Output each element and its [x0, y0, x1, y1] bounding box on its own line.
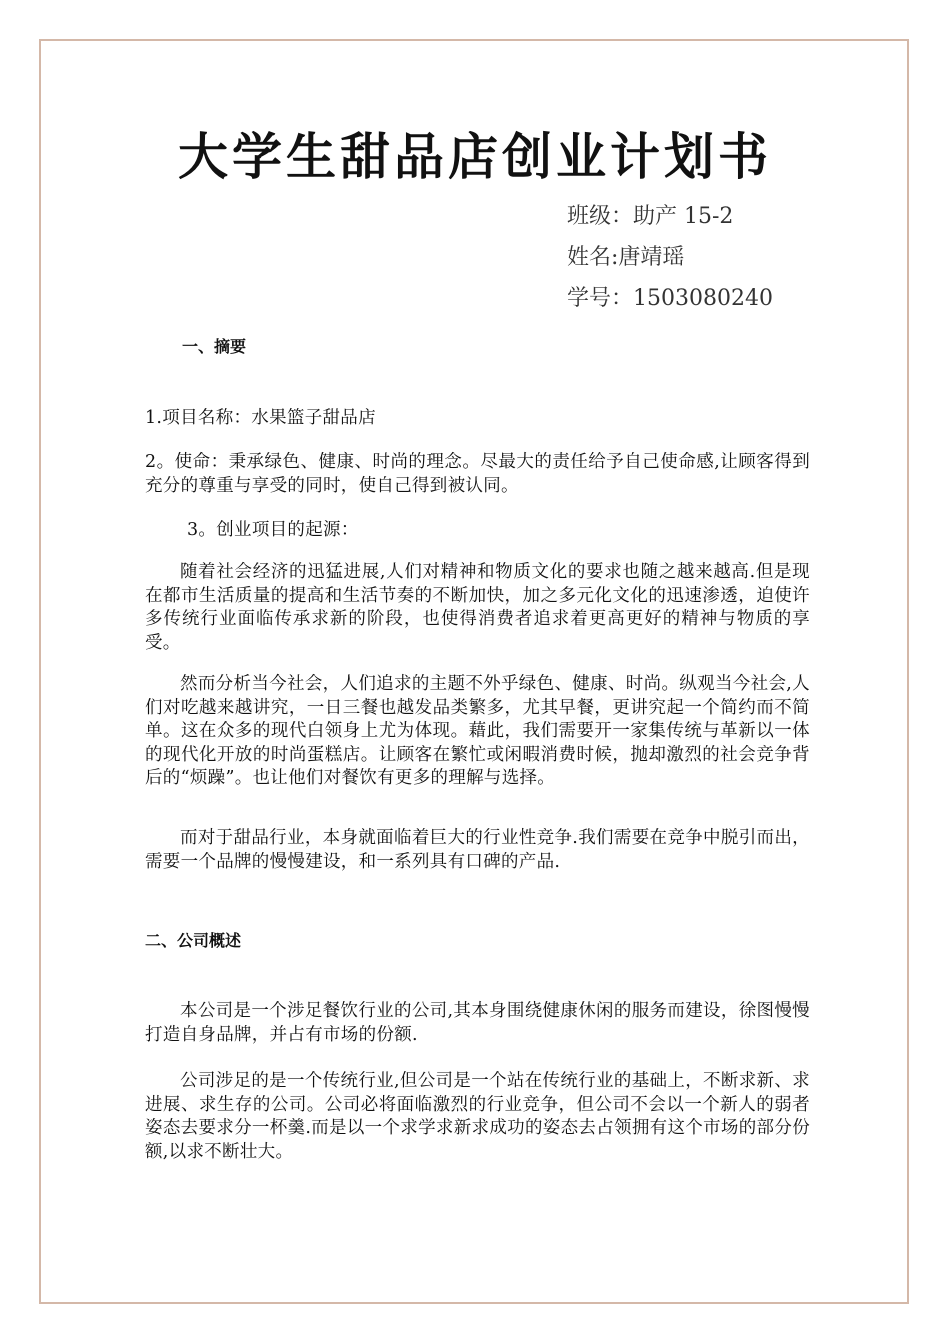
- section-heading-abstract: 一、摘要: [182, 337, 247, 356]
- document-title: 大学生甜品店创业计划书: [178, 128, 772, 186]
- abstract-item-mission: 2。使命：秉承绿色、健康、时尚的理念。尽最大的责任给予自己使命感,让顾客得到充分的尊重与享受的同时，使自己得到被认同。: [145, 452, 810, 496]
- abstract-item-project-name: 1.项目名称：水果篮子甜品店: [145, 408, 376, 428]
- abstract-item-origin-heading: 3。创业项目的起源：: [187, 520, 359, 540]
- student-id-line: 学号：1503080240: [567, 286, 773, 311]
- class-line: 班级：助产 15-2: [567, 204, 734, 229]
- abstract-paragraph-background: 随着社会经济的迅猛进展,人们对精神和物质文化的要求也随之越来越高.但是现在都市生活质量的提高和生活节奏的不断加快，加之多元化文化的迅速渗透，迫使许多传统行业面临传承求新的阶段，也使得消费者追求着更高更好的精神与物质的享受。: [145, 562, 810, 653]
- abstract-paragraph-analysis: 然而分析当今社会，人们追求的主题不外乎绿色、健康、时尚。纵观当今社会,人们对吃越来越讲究，一日三餐也越发品类繁多，尤其早餐，更讲究起一个简约而不简单。这在众多的现代白领身上尤为体现。藉此，我们需要开一家集传统与革新以一体的现代化开放的时尚蛋糕店。让顾客在繁忙或闲暇消费时候，抛却激烈的社会竞争背后的“烦躁”。也让他们对餐饮有更多的理解与选择。: [145, 674, 810, 788]
- company-paragraph-strategy: 公司涉足的是一个传统行业,但公司是一个站在传统行业的基础上，不断求新、求进展、求生存的公司。公司必将面临激烈的行业竞争，但公司不会以一个新人的弱者姿态去要求分一杯羹.而是以一个求学求新求成功的姿态去占领拥有这个市场的部分份额,以求不断壮大。: [145, 1071, 810, 1162]
- section-heading-company-overview: 二、公司概述: [145, 931, 242, 950]
- name-line: 姓名:唐靖瑶: [567, 245, 685, 270]
- abstract-paragraph-competition: 而对于甜品行业，本身就面临着巨大的行业性竞争.我们需要在竞争中脱引而出，需要一个品牌的慢慢建设，和一系列具有口碑的产品.: [145, 828, 810, 872]
- author-meta-block: [567, 196, 773, 319]
- company-paragraph-intro: 本公司是一个涉足餐饮行业的公司,其本身围绕健康休闲的服务而建设，徐图慢慢打造自身品牌，并占有市场的份额.: [145, 1001, 810, 1045]
